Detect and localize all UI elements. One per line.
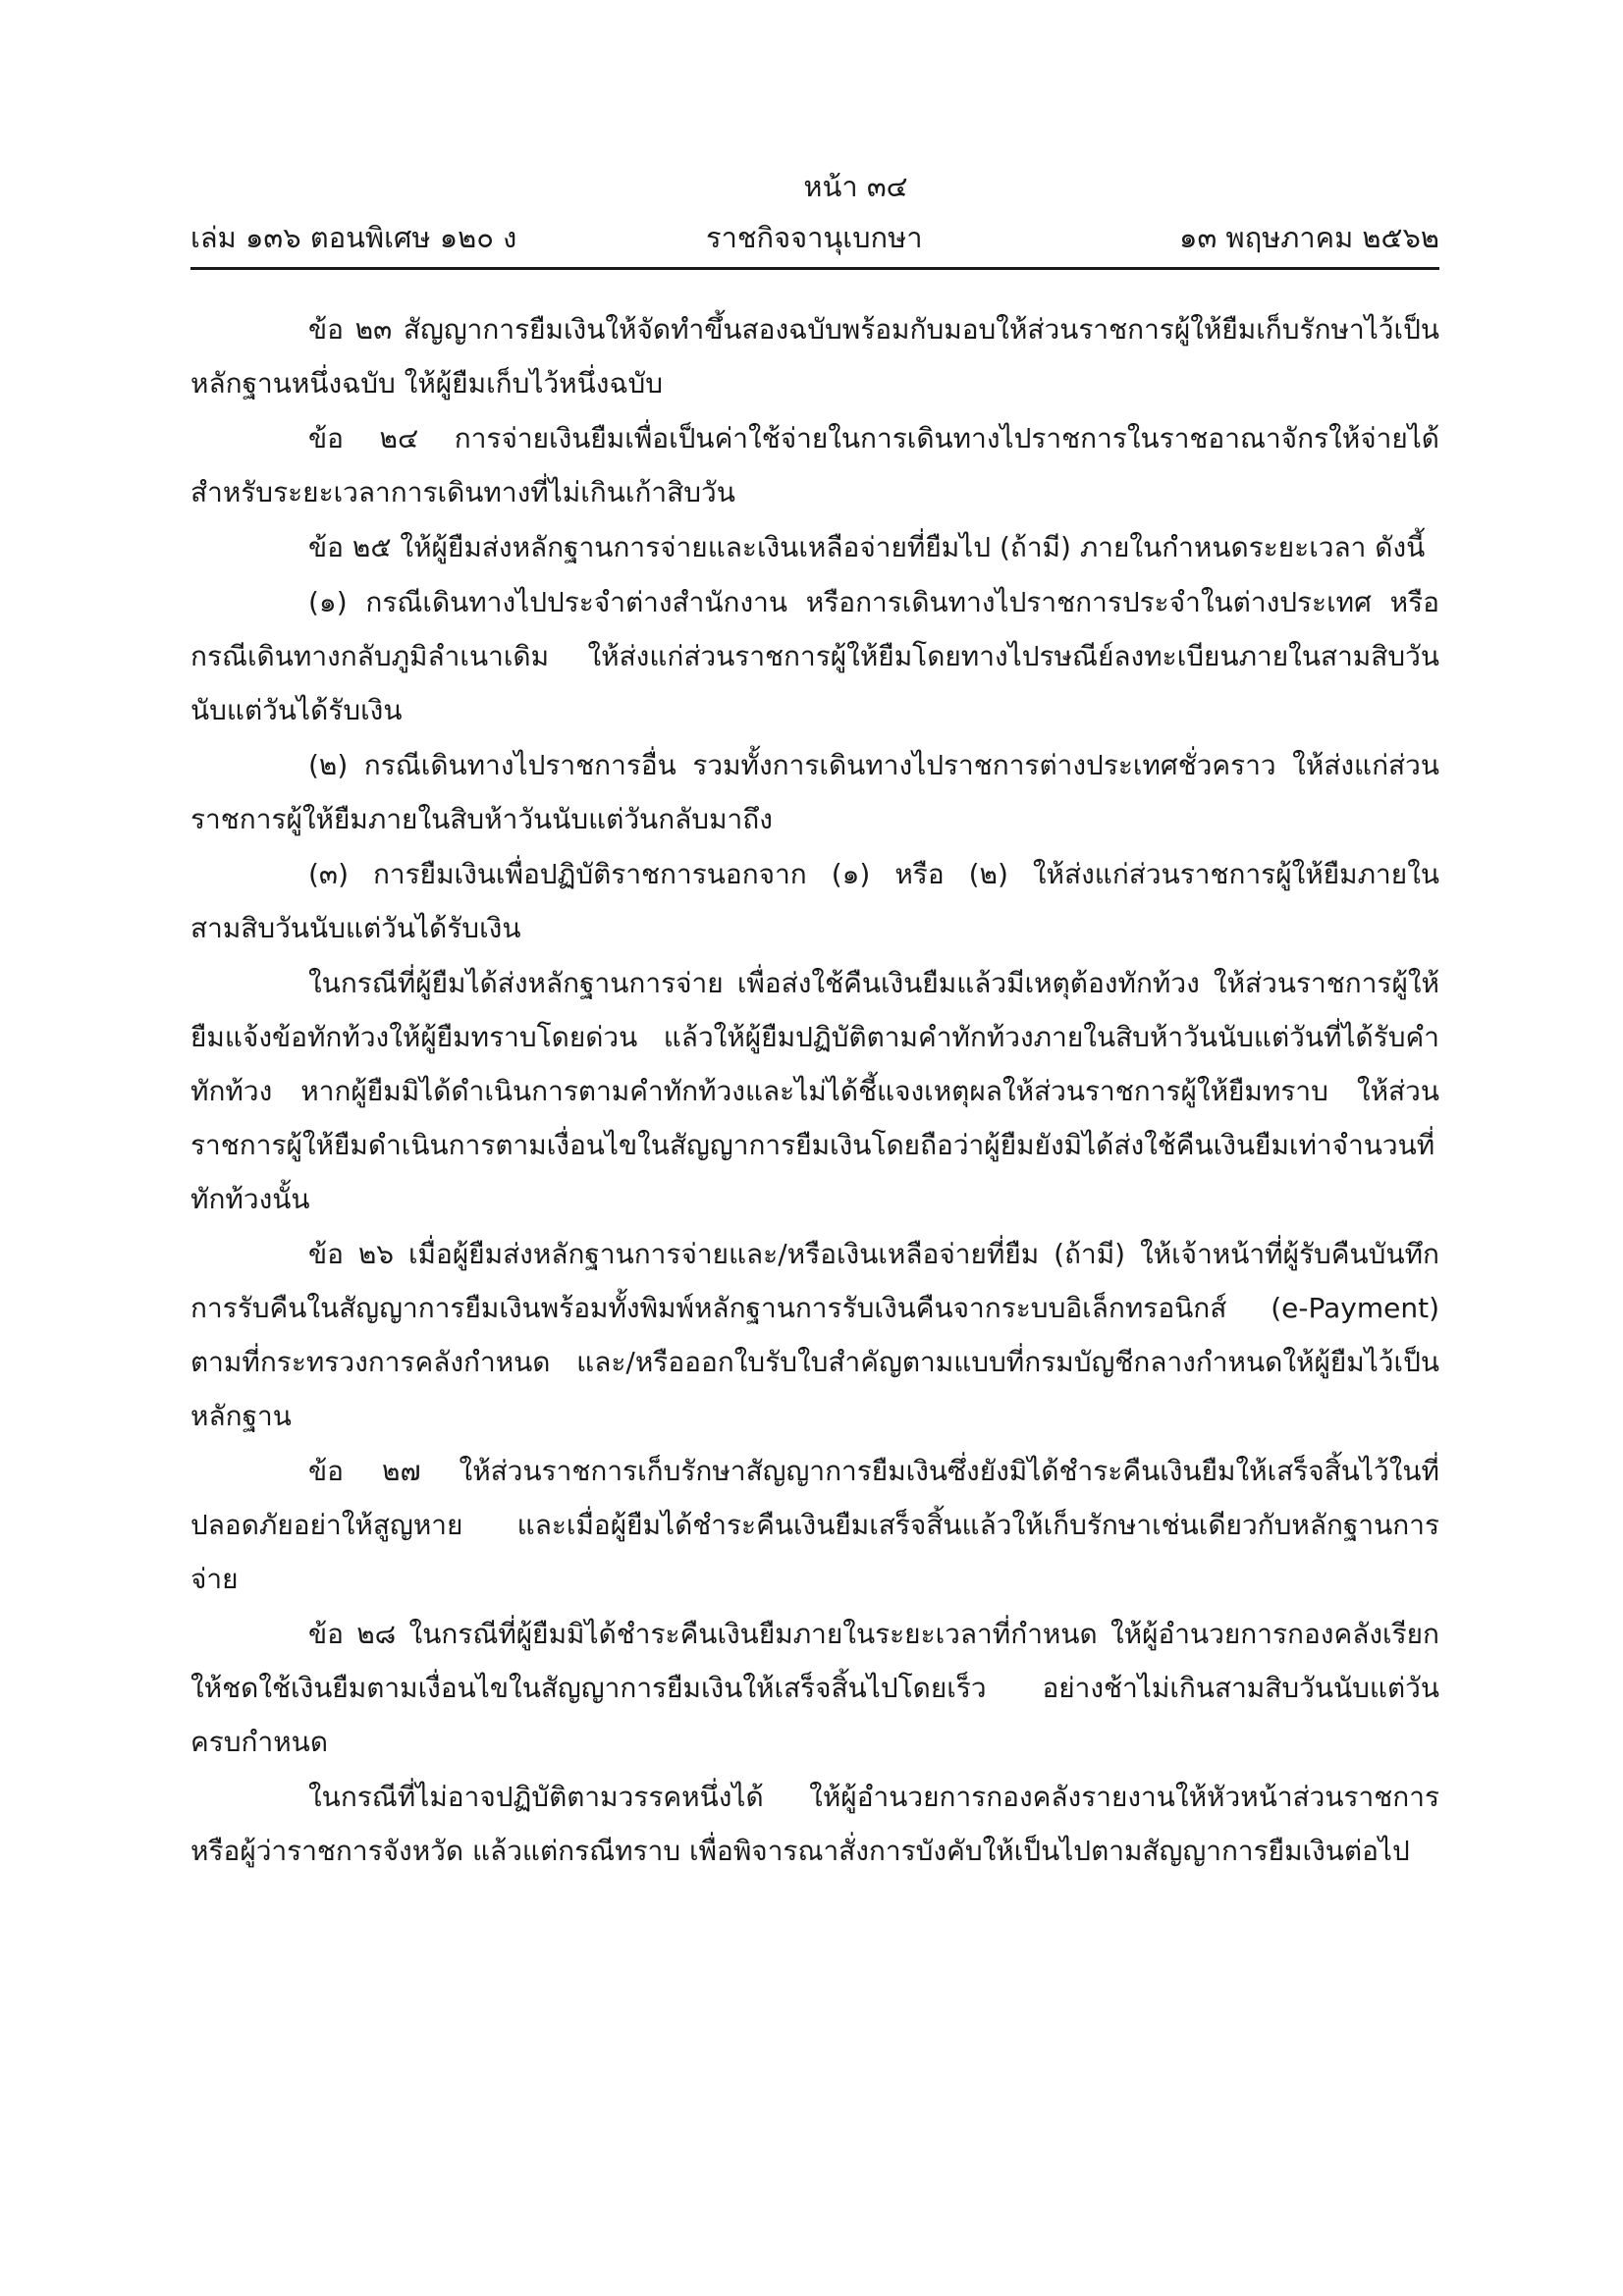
clause-25: ข้อ ๒๕ ให้ผู้ยืมส่งหลักฐานการจ่ายและเงินเหลือจ่ายที่ยืมไป (ถ้ามี) ภายในกำหนดระยะเวลา ดังนี้ [308, 531, 1426, 563]
clause-23: ข้อ ๒๓ สัญญาการยืมเงินให้จัดทำขึ้นสองฉบับพร้อมกับมอบให้ส่วนราชการผู้ให้ยืมเก็บรักษาไว้เป็นหลักฐานหนึ่งฉบับ ให้ผู้ยืมเก็บไว้หนึ่งฉบับ [190, 313, 1439, 400]
clause-25-item-3: (๓) การยืมเงินเพื่อปฏิบัติราชการนอกจาก (๑) หรือ (๒) ให้ส่งแก่ส่วนราชการผู้ให้ยืมภายในสามสิบวันนับแต่วันได้รับเงิน [190, 858, 1439, 944]
clause-28-paragraph: ในกรณีที่ไม่อาจปฏิบัติตามวรรคหนึ่งได้ ให้ผู้อำนวยการกองคลังรายงานให้หัวหน้าส่วนราชการหรือผู้ว่าราชการจังหวัด แล้วแต่กรณีทราบ เพื่อพิจารณาสั่งการบังคับให้เป็นไปตามสัญญาการยืมเงินต่อไป [190, 1781, 1439, 1867]
volume-issue: เล่ม ๑๓๖ ตอนพิเศษ ๑๒๐ ง [190, 221, 517, 254]
clause-24: ข้อ ๒๔ การจ่ายเงินยืมเพื่อเป็นค่าใช้จ่ายในการเดินทางไปราชการในราชอาณาจักรให้จ่ายได้สำหรับระยะเวลาการเดินทางที่ไม่เกินเก้าสิบวัน [190, 422, 1439, 508]
document-body [190, 302, 1439, 1879]
gazette-header [190, 218, 1439, 257]
clause-28: ข้อ ๒๘ ในกรณีที่ผู้ยืมมิได้ชำระคืนเงินยืมภายในระยะเวลาที่กำหนด ให้ผู้อำนวยการกองคลังเรียกให้ชดใช้เงินยืมตามเงื่อนไขในสัญญาการยืมเงินให้เสร็จสิ้นไปโดยเร็ว อย่างช้าไม่เกินสามสิบวันนับแต่วันครบกำหนด [190, 1618, 1439, 1758]
clause-26: ข้อ ๒๖ เมื่อผู้ยืมส่งหลักฐานการจ่ายและ/หรือเงินเหลือจ่ายที่ยืม (ถ้ามี) ให้เจ้าหน้าที่ผู้รับคืนบันทึกการรับคืนในสัญญาการยืมเงินพร้อมทั้งพิมพ์หลักฐานการรับเงินคืนจากระบบอิเล็กทรอนิกส์ (e-Payment) ตามที่กระทรวงการคลังกำหนด และ/หรือออกใบรับใบสำคัญตามแบบที่กรมบัญชีกลางกำหนดให้ผู้ยืมไว้เป็นหลักฐาน [190, 1238, 1439, 1432]
clause-27: ข้อ ๒๗ ให้ส่วนราชการเก็บรักษาสัญญาการยืมเงินซึ่งยังมิได้ชำระคืนเงินยืมให้เสร็จสิ้นไว้ในที่ปลอดภัยอย่าให้สูญหาย และเมื่อผู้ยืมได้ชำระคืนเงินยืมเสร็จสิ้นแล้วให้เก็บรักษาเช่นเดียวกับหลักฐานการจ่าย [190, 1455, 1439, 1595]
clause-25-item-1: (๑) กรณีเดินทางไปประจำต่างสำนักงาน หรือการเดินทางไปราชการประจำในต่างประเทศ หรือกรณีเดินทางกลับภูมิลำเนาเดิม ให้ส่งแก่ส่วนราชการผู้ให้ยืมโดยทางไปรษณีย์ลงทะเบียนภายในสามสิบวันนับแต่วันได้รับเงิน [190, 586, 1439, 726]
publication-title: ราชกิจจานุเบกษา [706, 221, 923, 254]
page-number: หน้า ๓๔ [803, 170, 908, 203]
clause-25-paragraph: ในกรณีที่ผู้ยืมได้ส่งหลักฐานการจ่าย เพื่อส่งใช้คืนเงินยืมแล้วมีเหตุต้องทักท้วง ให้ส่วนราชการผู้ให้ยืมแจ้งข้อทักท้วงให้ผู้ยืมทราบโดยด่วน แล้วให้ผู้ยืมปฏิบัติตามคำทักท้วงภายในสิบห้าวันนับแต่วันที่ได้รับคำทักท้วง หากผู้ยืมมิได้ดำเนินการตามคำทักท้วงและไม่ได้ชี้แจงเหตุผลให้ส่วนราชการผู้ให้ยืมทราบ ให้ส่วนราชการผู้ให้ยืมดำเนินการตามเงื่อนไขในสัญญาการยืมเงินโดยถือว่าผู้ยืมยังมิได้ส่งใช้คืนเงินยืมเท่าจำนวนที่ทักท้วงนั้น [190, 967, 1439, 1215]
publication-date: ๑๓ พฤษภาคม ๒๕๖๒ [1179, 221, 1439, 254]
header-divider [190, 267, 1439, 270]
clause-25-item-2: (๒) กรณีเดินทางไปราชการอื่น รวมทั้งการเดินทางไปราชการต่างประเทศชั่วคราว ให้ส่งแก่ส่วนราชการผู้ให้ยืมภายในสิบห้าวันนับแต่วันกลับมาถึง [190, 749, 1439, 835]
